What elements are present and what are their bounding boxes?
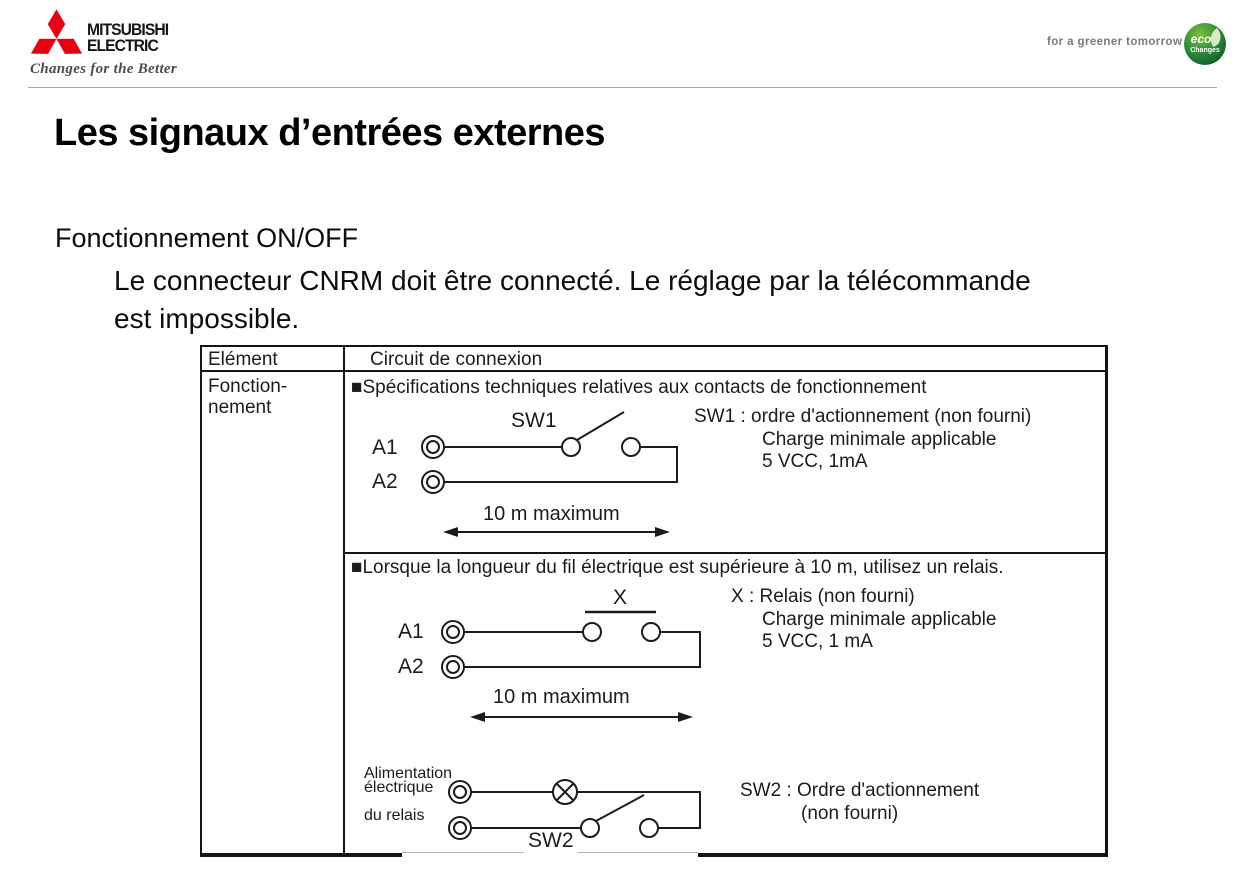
circuit3-supply-line1: Alimentation	[364, 765, 453, 782]
diamond-shapes	[31, 9, 82, 55]
table-section-divider	[343, 552, 1105, 554]
circuit3-supply-line2: électrique	[364, 779, 434, 796]
brand-name-line2: ELECTRIC	[87, 36, 158, 55]
circuit3-note-line2: (non fourni)	[801, 803, 899, 824]
circuit2-relay-label: X	[612, 586, 627, 609]
circuit2-terminal-a2: A2	[398, 655, 424, 678]
table-border-right	[1105, 345, 1108, 857]
circuit1-terminal-a2: A2	[372, 470, 398, 493]
brand-tagline: Changes for the Better	[30, 61, 178, 77]
circuit3-switch-label: SW2	[524, 829, 578, 853]
circuit1-note-line1: SW1 : ordre d'actionnement (non fourni)	[694, 406, 1032, 427]
circuit3-note-line1: SW2 : Ordre d'actionnement	[740, 780, 980, 801]
row-label-line1: Fonction-	[208, 376, 288, 397]
table-header-divider	[200, 370, 1108, 372]
page-title: Les signaux d’entrées externes	[54, 112, 606, 154]
circuit1-note-line2: Charge minimale applicable	[762, 429, 997, 450]
circuit1-note-line3: 5 VCC, 1mA	[762, 451, 868, 472]
section-body	[114, 262, 1031, 338]
brand-name	[87, 22, 168, 54]
table-column-divider	[343, 345, 345, 857]
circuit2-note-line1: X : Relais (non fourni)	[731, 586, 915, 607]
circuit2-note-line2: Charge minimale applicable	[762, 609, 997, 630]
circuit1-switch-label: SW1	[511, 409, 557, 432]
section-subtitle: Fonctionnement ON/OFF	[55, 223, 359, 253]
table-header-element: Elément	[208, 349, 278, 370]
body-line1: Le connecteur CNRM doit être connecté. Le réglage par la télécommande	[114, 265, 1031, 296]
table-border-top	[200, 345, 1108, 347]
circuit1-heading: ■Spécifications techniques relatives aux contacts de fonctionnement	[351, 377, 927, 398]
brand-name-line1: MITSUBISHI	[87, 20, 169, 39]
circuit2-note-line3: 5 VCC, 1 mA	[762, 631, 873, 652]
eco-badge-text: eco	[1190, 32, 1212, 46]
circuit1-distance-label: 10 m maximum	[483, 503, 620, 525]
header-divider	[28, 87, 1217, 88]
body-line2: est impossible.	[114, 303, 300, 334]
row-label-fonctionnement	[208, 376, 287, 418]
diagram-overflow-notch	[402, 852, 698, 865]
row-label-line2: nement	[208, 397, 272, 418]
circuit3-supply-line3: du relais	[364, 807, 425, 824]
eco-changes-badge-icon	[1183, 22, 1227, 66]
circuit2-distance-label: 10 m maximum	[493, 686, 630, 708]
table-header-circuit: Circuit de connexion	[370, 349, 543, 370]
circuit2-heading: ■Lorsque la longueur du fil électrique est supérieure à 10 m, utilisez un relais.	[351, 557, 1004, 578]
eco-slogan: for a greener tomorrow	[1047, 36, 1183, 48]
circuit1-terminal-a1: A1	[372, 436, 398, 459]
eco-badge-subtext: Changes	[1190, 47, 1220, 54]
circuit2-terminal-a1: A1	[398, 620, 424, 643]
table-border-left	[200, 345, 202, 857]
mitsubishi-diamond-mark-icon	[31, 8, 82, 55]
